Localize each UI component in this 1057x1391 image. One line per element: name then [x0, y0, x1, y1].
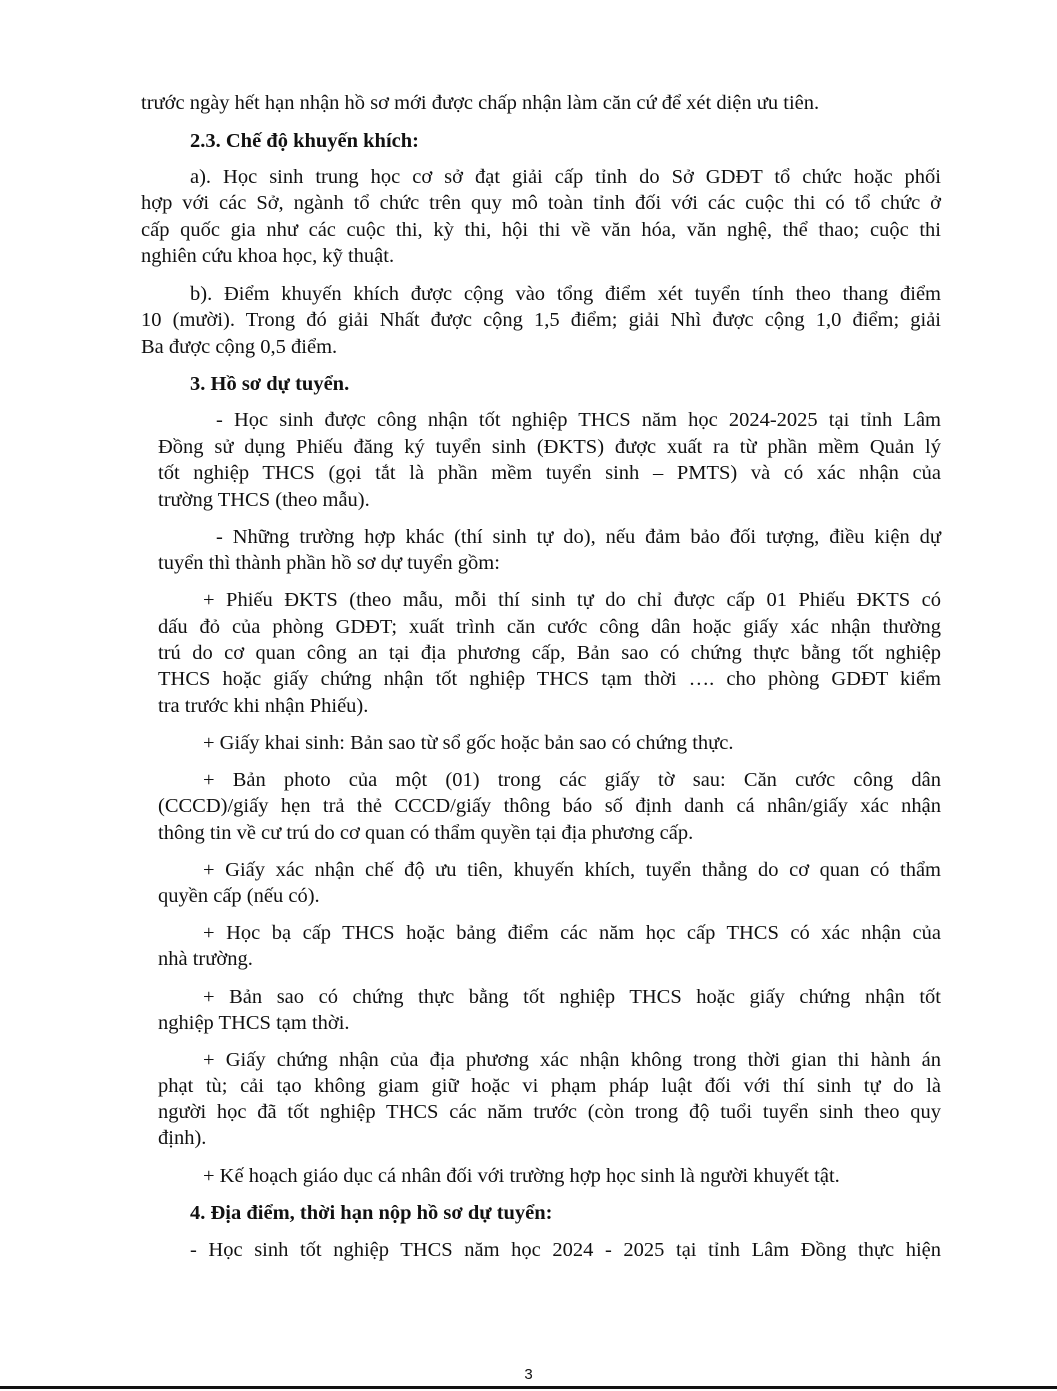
- paragraph-line: + Giấy khai sinh: Bản sao từ sổ gốc hoặc bản sao có chứng thực.: [203, 732, 734, 754]
- paragraph-line: quyền cấp (nếu có).: [158, 885, 320, 907]
- paragraph-line: 10 (mười). Trong đó giải Nhất được cộng 1,5 điểm; giải Nhì được cộng 1,0 điểm; giải: [141, 309, 941, 331]
- paragraph-line: thông tin về cư trú do cơ quan có thẩm quyền tại địa phương cấp.: [158, 822, 694, 844]
- paragraph-line: + Bản sao có chứng thực bằng tốt nghiệp THCS hoặc giấy chứng nhận tốt: [203, 986, 941, 1008]
- paragraph-line: (CCCD)/giấy hẹn trả thẻ CCCD/giấy thông báo số định danh cá nhân/giấy xác nhận: [158, 795, 941, 817]
- section-heading-3: 3. Hồ sơ dự tuyển.: [190, 373, 350, 395]
- paragraph-line: - Học sinh tốt nghiệp THCS năm học 2024 - 2025 tại tỉnh Lâm Đồng thực hiện: [190, 1239, 941, 1261]
- paragraph-line: tra trước khi nhận Phiếu).: [158, 695, 369, 717]
- section-heading-4: 4. Địa điểm, thời hạn nộp hồ sơ dự tuyển:: [190, 1202, 553, 1224]
- text-line: trước ngày hết hạn nhận hồ sơ mới được chấp nhận làm căn cứ để xét diện ưu tiên.: [141, 92, 820, 114]
- paragraph-line: - Học sinh được công nhận tốt nghiệp THCS năm học 2024-2025 tại tỉnh Lâm: [216, 409, 941, 431]
- paragraph-line: trú do cơ quan công an tại địa phương cấp, Bản sao có chứng thực bằng tốt nghiệp: [158, 642, 941, 664]
- footer-divider: [0, 1386, 1057, 1389]
- paragraph-line: THCS hoặc giấy chứng nhận tốt nghiệp THCS tạm thời …. cho phòng GDĐT kiểm: [158, 668, 941, 690]
- paragraph-line: cấp quốc gia như các cuộc thi, kỳ thi, hội thi về văn hóa, văn nghệ, thể thao; cuộc thi: [141, 219, 941, 241]
- paragraph-line: Ba được cộng 0,5 điểm.: [141, 336, 338, 358]
- paragraph-line: + Phiếu ĐKTS (theo mẫu, mỗi thí sinh tự do chỉ được cấp 01 Phiếu ĐKTS có: [203, 589, 941, 611]
- paragraph-line: người học đã tốt nghiệp THCS các năm trước (còn trong độ tuổi tuyển sinh theo quy: [158, 1101, 941, 1123]
- paragraph-line: nghiên cứu khoa học, kỹ thuật.: [141, 245, 395, 267]
- section-heading-2-3: 2.3. Chế độ khuyến khích:: [190, 130, 419, 152]
- paragraph-line: + Học bạ cấp THCS hoặc bảng điểm các năm học cấp THCS có xác nhận của: [203, 922, 941, 944]
- paragraph-line: + Kế hoạch giáo dục cá nhân đối với trường hợp học sinh là người khuyết tật.: [203, 1165, 840, 1187]
- paragraph-line: hợp với các Sở, ngành tổ chức trên quy mô toàn tỉnh đối với các cuộc thi có tổ chức ở: [141, 192, 941, 214]
- paragraph-line: a). Học sinh trung học cơ sở đạt giải cấp tỉnh do Sở GDĐT tổ chức hoặc phối: [190, 166, 941, 188]
- paragraph-line: + Bản photo của một (01) trong các giấy tờ sau: Căn cước công dân: [203, 769, 941, 791]
- paragraph-line: tuyển thì thành phần hồ sơ dự tuyển gồm:: [158, 552, 500, 574]
- paragraph-line: tốt nghiệp THCS (gọi tắt là phần mềm tuyển sinh – PMTS) và có xác nhận của: [158, 462, 941, 484]
- paragraph-line: Đồng sử dụng Phiếu đăng ký tuyển sinh (ĐKTS) được xuất ra từ phần mềm Quản lý: [158, 436, 941, 458]
- paragraph-line: nhà trường.: [158, 948, 253, 970]
- paragraph-line: b). Điểm khuyến khích được cộng vào tổng điểm xét tuyển tính theo thang điểm: [190, 283, 941, 305]
- paragraph-line: định).: [158, 1127, 207, 1149]
- paragraph-line: nghiệp THCS tạm thời.: [158, 1012, 350, 1034]
- paragraph-line: - Những trường hợp khác (thí sinh tự do), nếu đảm bảo đối tượng, điều kiện dự: [216, 526, 941, 548]
- paragraph-line: trường THCS (theo mẫu).: [158, 489, 370, 511]
- paragraph-line: dấu đỏ của phòng GDĐT; xuất trình căn cước công dân hoặc giấy xác nhận thường: [158, 616, 941, 638]
- paragraph-line: phạt tù; cải tạo không giam giữ hoặc vi phạm pháp luật đối với thí sinh tự do là: [158, 1075, 941, 1097]
- page-number: 3: [524, 1366, 533, 1383]
- paragraph-line: + Giấy xác nhận chế độ ưu tiên, khuyến khích, tuyển thẳng do cơ quan có thẩm: [203, 859, 941, 881]
- paragraph-line: + Giấy chứng nhận của địa phương xác nhận không trong thời gian thi hành án: [203, 1049, 941, 1071]
